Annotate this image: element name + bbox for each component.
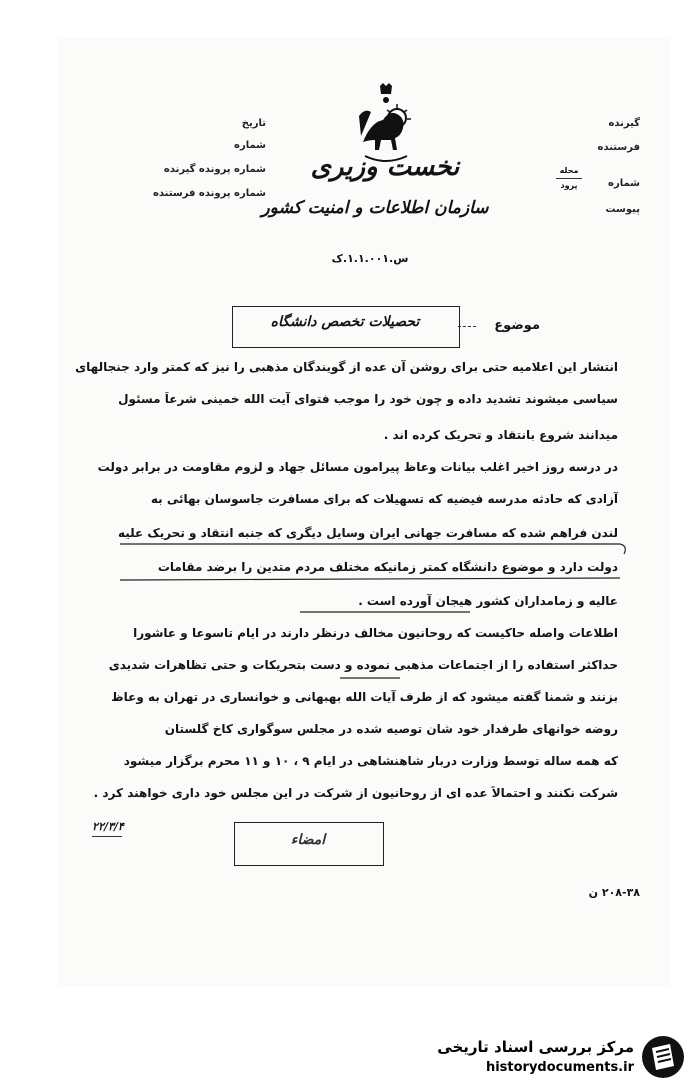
organization-title: نخست وزیری xyxy=(310,152,460,182)
date-label: تاریخ xyxy=(241,118,266,129)
body-line: انتشار این اعلامیه حتی برای روشن آن عده از گویندگان مذهبی را نیز که کمتر وارد جنجالهای xyxy=(75,360,618,374)
organization-subtitle: سازمان اطلاعات و امنیت کشور xyxy=(261,198,489,218)
footer-archive-code: ۲۰۸-۳۸ ن xyxy=(588,886,640,899)
body-line: حداکثر استفاده را از اجتماعات مذهبی نموده و دست بتحریکات و حتی تظاهرات شدیدی xyxy=(108,658,618,672)
signature: امضاء xyxy=(290,832,326,848)
number-sub-label-2: پرود xyxy=(560,181,578,190)
body-line: دولت دارد و موضوع دانشگاه کمتر زمانیکه مختلف مردم متدین را برضد مقامات xyxy=(157,560,618,574)
marginal-note-divider xyxy=(92,836,122,837)
number-label-left: شماره xyxy=(234,140,266,151)
body-line: میدانند شروع بانتقاد و تحریک کرده اند . xyxy=(383,428,618,442)
watermark-persian-name: مرکز بررسی اسناد تاریخی xyxy=(437,1038,634,1056)
receiver-file-number-label: شماره پرونده گیرنده xyxy=(163,164,266,175)
body-line: روضه خوانهای طرفدار خود شان توصیه شده در مجلس سوگواری کاخ گلستان xyxy=(164,722,618,736)
attachment-label: پیوست xyxy=(605,204,640,215)
receiver-label: گیرنده xyxy=(608,118,640,129)
body-line: عالیه و زمامداران کشور هیجان آورده است . xyxy=(358,594,618,608)
number-label-right: شماره xyxy=(608,178,640,189)
reference-code: س.۱.۱.۰۰۱.ک xyxy=(331,252,409,265)
archive-logo-icon xyxy=(640,1034,686,1080)
number-sub-label-1: محله xyxy=(559,166,579,175)
body-line: که همه ساله توسط وزارت دربار شاهنشاهی در ایام ۹ ، ۱۰ و ۱۱ محرم برگزار میشود xyxy=(123,754,618,768)
body-line: اطلاعات واصله حاکیست که روحانیون مخالف درنظر دارند در ایام تاسوعا و عاشورا xyxy=(133,626,618,640)
subject-label: موضوع xyxy=(494,318,540,333)
marginal-handwritten-note: ۲۲/۳/۴ xyxy=(92,820,124,833)
body-line: در درسه روز اخیر اغلب بیانات وعاظ پیرامون مسائل جهاد و لزوم مقاومت در برابر دولت xyxy=(97,460,618,474)
sender-file-number-label: شماره پرونده فرستنده xyxy=(153,188,266,199)
body-line: بزنند و شمنا گفته میشود که از طرف آیات الله بهبهانی و خوانساری در تهران به وعاظ xyxy=(111,690,618,704)
archive-watermark xyxy=(402,1032,692,1084)
watermark-website: historydocuments.ir xyxy=(485,1060,634,1075)
body-line: شرکت نکنند و احتمالاً عده ای از روحانیون از شرکت در این مجلس خود داری خواهند کرد . xyxy=(93,786,618,800)
sender-label: فرستنده xyxy=(597,142,640,153)
body-line: لندن فراهم شده که مسافرت جهانی ایران وسایل دیگری که جنبه انتقاد و تحریک علیه xyxy=(117,526,618,540)
body-line: سیاسی میشوند تشدید داده و چون خود را موجب فتوای آیت الله خمینی شرعاً مسئول xyxy=(118,392,618,406)
body-line: آزادی که حادثه مدرسه فیضیه که تسهیلات که برای مسافرت جاسوسان بهائی به xyxy=(150,492,618,506)
subject-value: تحصیلات تخصص دانشگاه xyxy=(270,314,420,330)
